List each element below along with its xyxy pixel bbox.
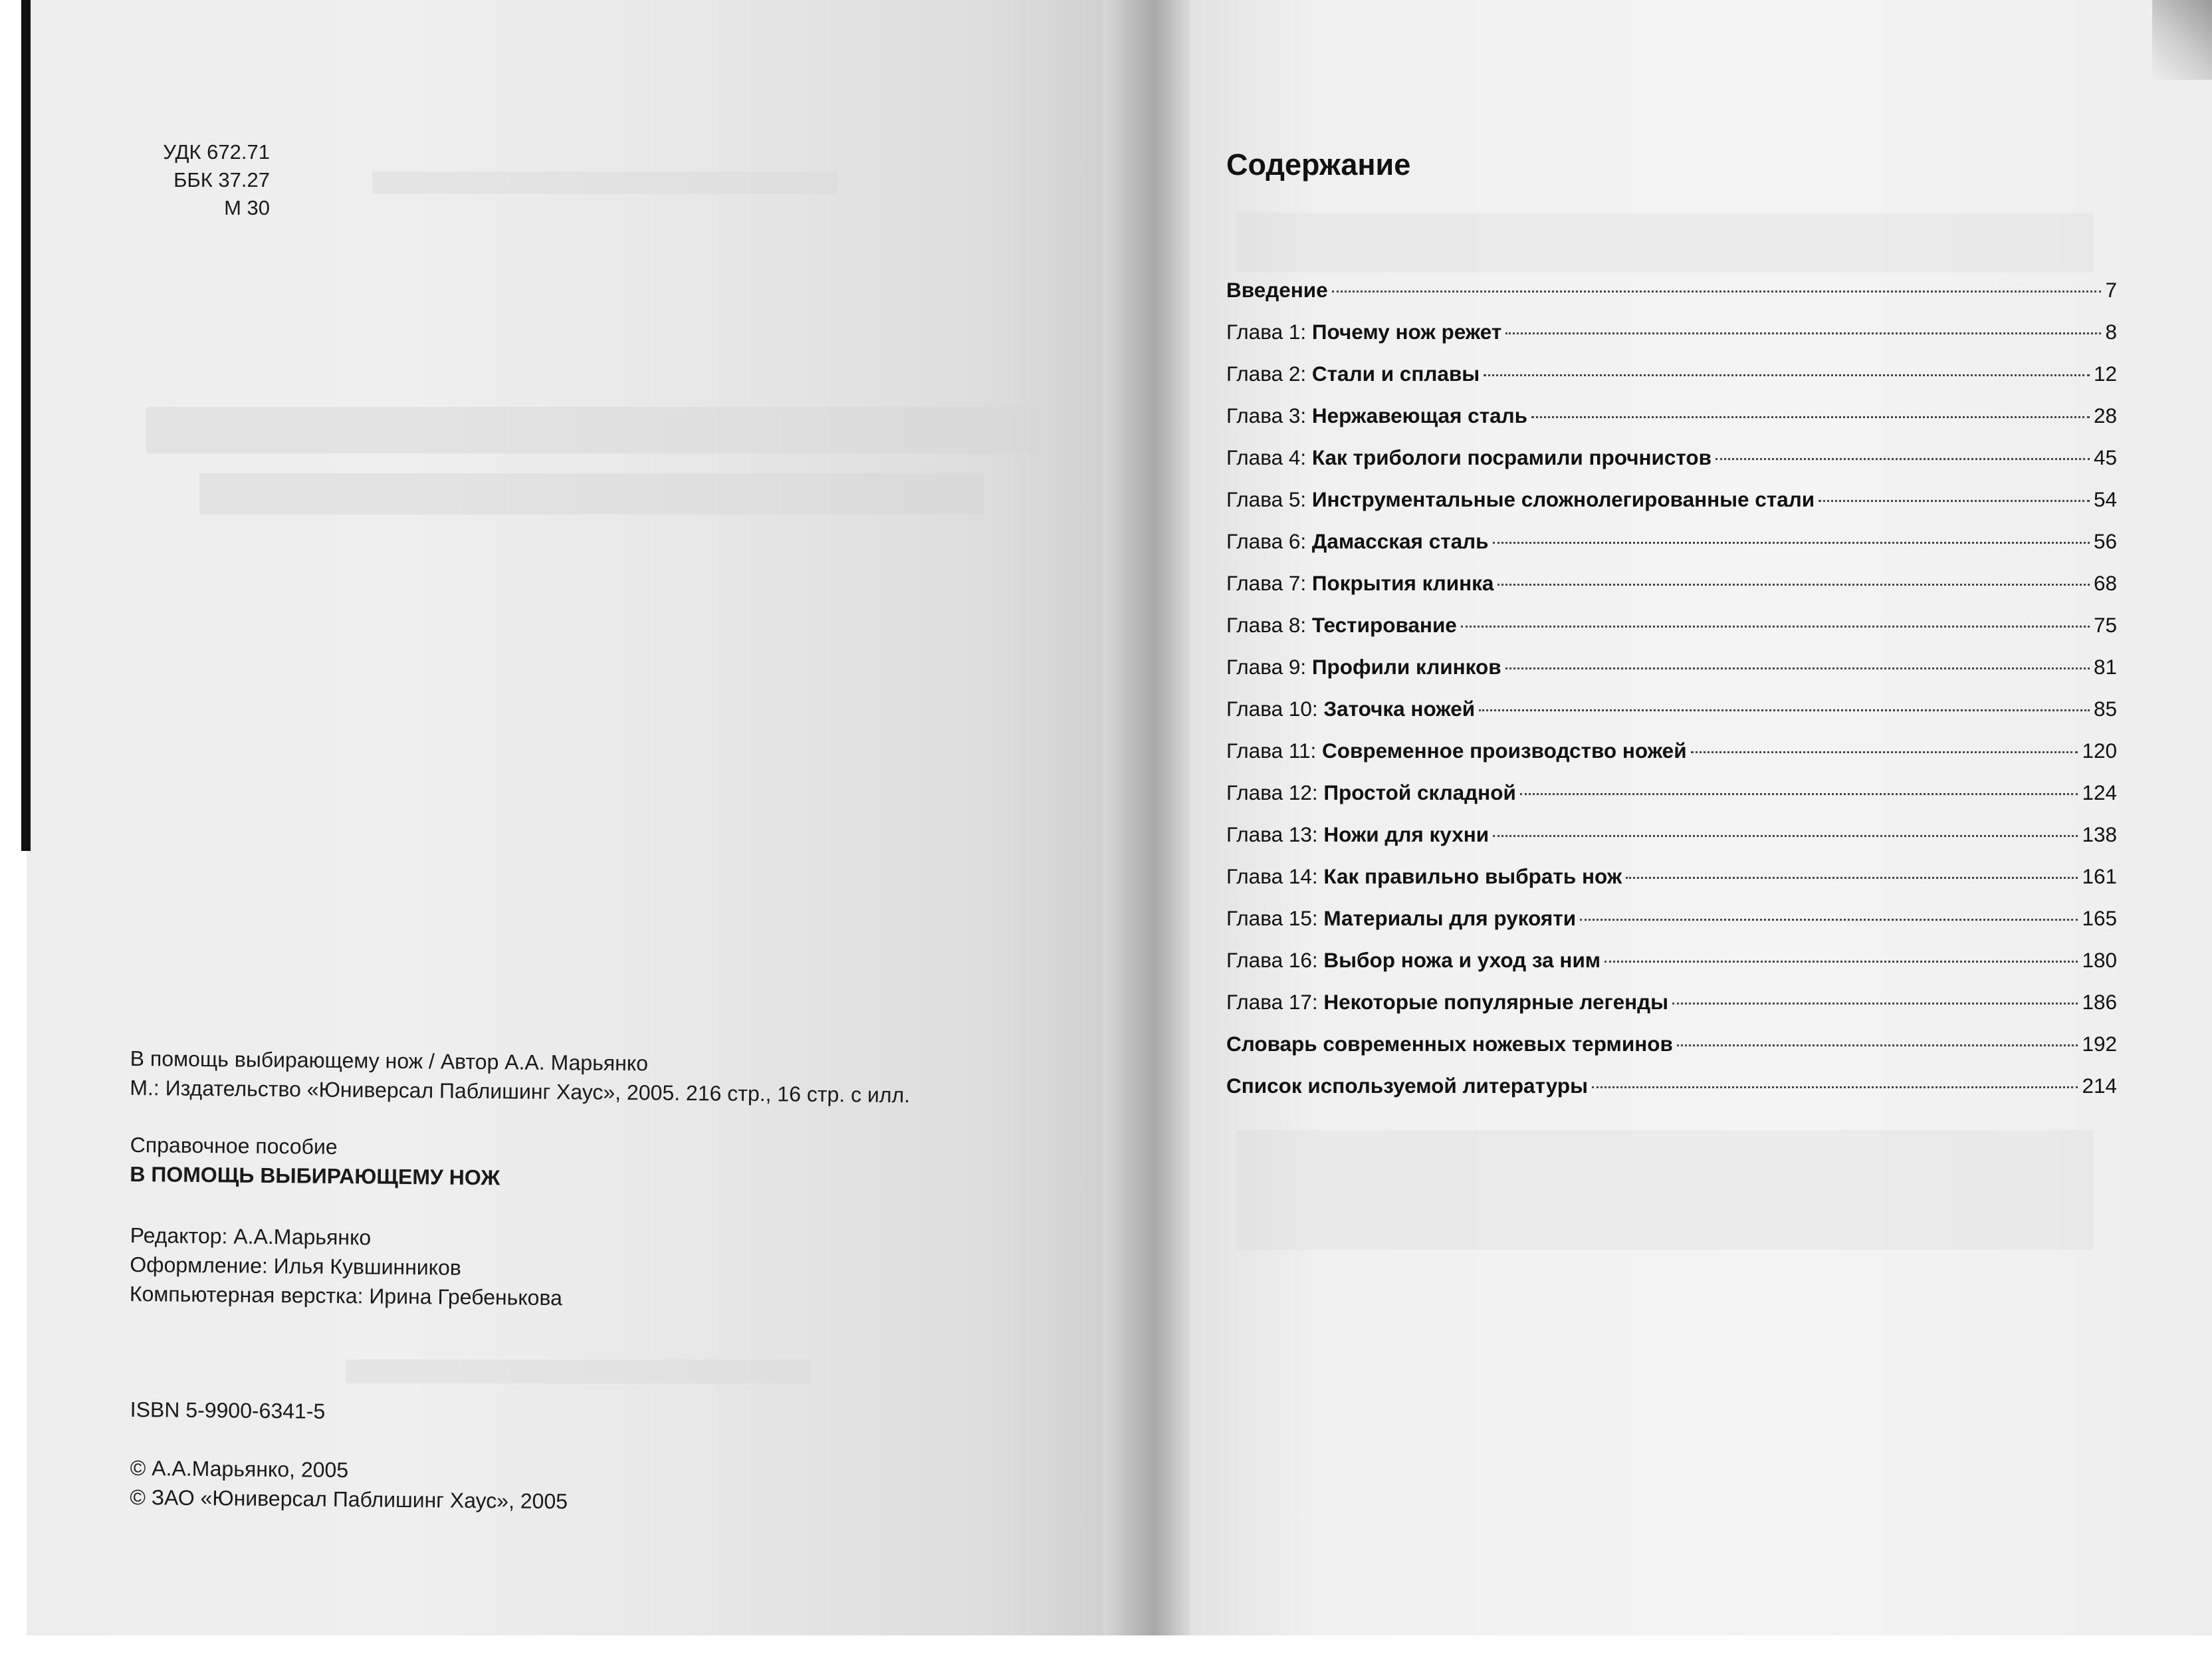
- toc-chapter-title: Ножи для кухни: [1323, 822, 1490, 846]
- dot-leader: [1505, 667, 2090, 669]
- toc-entry: [1226, 613, 2117, 655]
- isbn: ISBN 5-9900-6341-5: [130, 1397, 326, 1423]
- dot-leader: [1672, 1003, 2078, 1005]
- scan-margin: [0, 1635, 2212, 1662]
- copyright-publisher: © ЗАО «Юниверсал Паблишинг Хаус», 2005: [130, 1484, 568, 1514]
- toc-chapter-number: Глава 16:: [1226, 948, 1324, 972]
- toc-page-number: 186: [2082, 990, 2117, 1014]
- toc-entry: [1226, 1074, 2117, 1116]
- toc-chapter-title: Современное производство ножей: [1322, 739, 1687, 763]
- udk-code: УДК 672.71: [163, 140, 270, 164]
- dot-leader: [1677, 1044, 2078, 1046]
- bibliographic-record: [130, 1044, 911, 1110]
- toc-chapter-title: Список используемой литературы: [1226, 1074, 1589, 1098]
- dot-leader: [1520, 793, 2078, 795]
- copyright-author: © А.А.Марьянко, 2005: [130, 1455, 349, 1483]
- toc-page-number: 124: [2082, 780, 2117, 804]
- toc-page-number: 81: [2093, 655, 2117, 679]
- toc-entry: [1226, 404, 2117, 445]
- copyright-block: [130, 1453, 568, 1516]
- toc-entry: [1226, 278, 2117, 320]
- dot-leader: [1626, 877, 2078, 879]
- toc-page-number: 68: [2093, 571, 2117, 595]
- toc-chapter-title: Простой складной: [1323, 780, 1516, 804]
- toc-chapter-title: Профили клинков: [1311, 655, 1501, 679]
- classification-codes: [157, 138, 270, 222]
- dot-leader: [1332, 291, 2102, 293]
- toc-entry: [1226, 739, 2117, 780]
- bleed-through-line: [372, 172, 837, 194]
- bleed-through-block: [1236, 1130, 2094, 1250]
- toc-page-number: 165: [2082, 906, 2117, 930]
- toc-page-number: 85: [2093, 697, 2117, 721]
- credits-block: [130, 1221, 563, 1312]
- dot-leader: [1715, 458, 2090, 460]
- isbn-block: [130, 1395, 326, 1426]
- book-type: Справочное пособие: [130, 1132, 338, 1159]
- publisher-line: М.: Издательство «Юниверсал Паблишинг Хаус», 2005. 216 стр., 16 стр. с илл.: [130, 1075, 911, 1108]
- toc-chapter-title: Выбор ножа и уход за ним: [1323, 948, 1601, 972]
- dot-leader: [1819, 500, 2090, 502]
- dot-leader: [1604, 961, 2078, 963]
- book-gutter: [1103, 0, 1196, 1649]
- bbk-code: ББК 37.27: [173, 168, 270, 191]
- toc-chapter-number: Глава 7:: [1226, 571, 1312, 595]
- toc-entry: [1226, 864, 2117, 906]
- toc-page-number: 192: [2082, 1032, 2117, 1056]
- toc-chapter-number: Глава 9:: [1226, 655, 1312, 679]
- toc-page-number: 12: [2093, 362, 2117, 386]
- toc-page-number: 56: [2093, 529, 2117, 553]
- toc-chapter-number: Глава 12:: [1226, 780, 1324, 804]
- bleed-through-line: [346, 1360, 811, 1383]
- dot-leader: [1531, 416, 2090, 418]
- scan-edge: [21, 0, 31, 851]
- dot-leader: [1484, 374, 2090, 376]
- toc-page-number: 214: [2082, 1074, 2117, 1098]
- design-credit: Оформление: Илья Кувшинников: [130, 1252, 462, 1280]
- dot-leader: [1461, 626, 2090, 628]
- toc-chapter-number: Глава 17:: [1226, 990, 1324, 1014]
- toc-entry: [1226, 362, 2117, 404]
- toc-chapter-number: Глава 3:: [1226, 404, 1312, 427]
- table-of-contents: [1226, 278, 2117, 1116]
- toc-chapter-number: Глава 1:: [1226, 320, 1312, 344]
- toc-page-number: 180: [2082, 948, 2117, 972]
- toc-chapter-title: Нержавеющая сталь: [1311, 404, 1528, 427]
- toc-entry: [1226, 990, 2117, 1032]
- dot-leader: [1691, 751, 2078, 753]
- book-title: В ПОМОЩЬ ВЫБИРАЮЩЕМУ НОЖ: [130, 1161, 500, 1190]
- contents-heading: Содержание: [1226, 148, 1411, 181]
- bleed-through-block: [1236, 213, 2094, 273]
- toc-entry: [1226, 655, 2117, 697]
- toc-chapter-title: Стали и сплавы: [1311, 362, 1480, 386]
- toc-entry: [1226, 571, 2117, 613]
- toc-chapter-number: Глава 10:: [1226, 697, 1324, 721]
- toc-entry: [1226, 445, 2117, 487]
- toc-entry: [1226, 320, 2117, 362]
- toc-chapter-title: Тестирование: [1311, 613, 1457, 637]
- toc-chapter-title: Заточка ножей: [1323, 697, 1476, 721]
- toc-entry: [1226, 1032, 2117, 1074]
- layout-credit: Компьютерная верстка: Ирина Гребенькова: [129, 1281, 563, 1310]
- toc-chapter-title: Дамасская сталь: [1311, 529, 1489, 553]
- toc-chapter-number: Глава 6:: [1226, 529, 1312, 553]
- dot-leader: [1505, 332, 2101, 334]
- toc-entry: [1226, 487, 2117, 529]
- toc-chapter-number: Глава 15:: [1226, 906, 1324, 930]
- toc-chapter-title: Почему нож режет: [1311, 320, 1502, 344]
- toc-chapter-title: Как правильно выбрать нож: [1323, 864, 1622, 888]
- dot-leader: [1580, 919, 2078, 921]
- toc-entry: [1226, 697, 2117, 739]
- toc-chapter-title: Словарь современных ножевых терминов: [1226, 1032, 1673, 1056]
- toc-chapter-number: Глава 2:: [1226, 362, 1312, 386]
- toc-chapter-number: Глава 5:: [1226, 487, 1312, 511]
- page-corner-shadow: [2152, 0, 2212, 80]
- dot-leader: [1493, 835, 2078, 837]
- toc-entry: [1226, 822, 2117, 864]
- toc-page-number: 45: [2093, 445, 2117, 469]
- dot-leader: [1497, 584, 2090, 586]
- toc-chapter-number: Глава 11:: [1226, 739, 1323, 763]
- bleed-through-line: [199, 473, 984, 515]
- toc-entry: [1226, 906, 2117, 948]
- toc-entry: [1226, 780, 2117, 822]
- toc-page-number: 8: [2105, 320, 2117, 344]
- toc-page-number: 138: [2082, 822, 2117, 846]
- toc-entry: [1226, 529, 2117, 571]
- book-type-block: [130, 1130, 500, 1192]
- editor-credit: Редактор: А.А.Марьянко: [130, 1223, 372, 1250]
- dot-leader: [1493, 542, 2090, 544]
- toc-chapter-title: Как трибологи посрамили прочнистов: [1311, 445, 1712, 469]
- toc-chapter-number: Глава 8:: [1226, 613, 1312, 637]
- toc-page-number: 54: [2093, 487, 2117, 511]
- toc-chapter-number: Глава 4:: [1226, 445, 1312, 469]
- author-mark: М 30: [224, 196, 270, 219]
- toc-page-number: 7: [2105, 278, 2117, 302]
- toc-page-number: 28: [2093, 404, 2117, 427]
- dot-leader: [1592, 1086, 2078, 1088]
- toc-entry: [1226, 948, 2117, 990]
- bleed-through-line: [146, 407, 1037, 453]
- toc-page-number: 120: [2082, 739, 2117, 763]
- toc-chapter-number: Глава 14:: [1226, 864, 1324, 888]
- dot-leader: [1479, 709, 2090, 711]
- toc-page-number: 75: [2093, 613, 2117, 637]
- toc-page-number: 161: [2082, 864, 2117, 888]
- toc-chapter-title: Инструментальные сложнолегированные стали: [1311, 487, 1815, 511]
- toc-chapter-title: Покрытия клинка: [1311, 571, 1494, 595]
- toc-chapter-title: Некоторые популярные легенды: [1323, 990, 1669, 1014]
- toc-chapter-number: Глава 13:: [1226, 822, 1324, 846]
- toc-chapter-title: Материалы для рукояти: [1323, 906, 1577, 930]
- bibliographic-line: В помощь выбирающему нож / Автор А.А. Марьянко: [130, 1046, 649, 1076]
- toc-chapter-title: Введение: [1226, 278, 1328, 302]
